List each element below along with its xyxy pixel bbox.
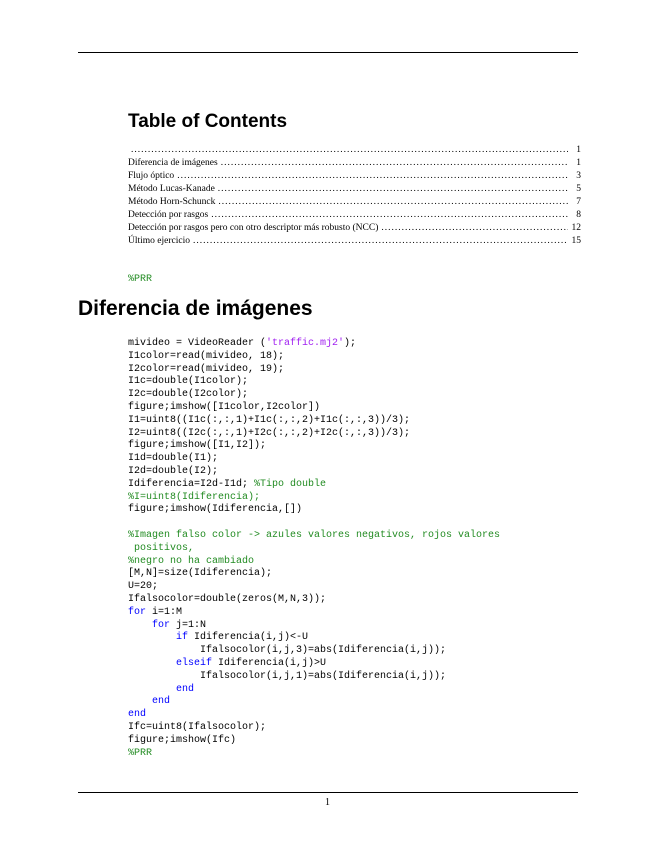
code-text: figure;imshow(Ifc)	[128, 734, 237, 746]
code-text: I1d=double(I1);	[128, 453, 219, 465]
code-line	[128, 645, 500, 658]
toc-leader	[211, 209, 568, 222]
code-comment: %negro no ha cambiado	[128, 555, 255, 567]
code-text	[128, 684, 176, 695]
toc-entry[interactable]	[128, 235, 581, 248]
code-text: I1c=double(I1color);	[128, 376, 249, 388]
toc-entry[interactable]	[128, 170, 581, 183]
code-keyword: end	[152, 696, 171, 708]
code-text: mivideo = VideoReader (	[128, 338, 267, 349]
code-line	[128, 466, 500, 479]
code-string: 'traffic.mj2'	[266, 338, 345, 349]
toc-leader	[218, 196, 568, 209]
code-line	[128, 620, 500, 633]
toc-entry-page: 7	[576, 197, 581, 207]
code-line	[128, 428, 500, 441]
code-comment: %Imagen falso color -> azules valores negativos, rojos valores	[128, 529, 501, 541]
code-text: Idiferencia(i,j)>U	[212, 657, 327, 669]
code-line	[128, 530, 500, 543]
code-keyword: if	[176, 632, 189, 644]
code-line	[128, 376, 500, 389]
code-text: figure;imshow([I1color,I2color])	[128, 401, 321, 413]
code-line	[128, 351, 500, 364]
toc-entry-label: Diferencia de imágenes	[128, 158, 218, 168]
toc-entry[interactable]	[128, 209, 581, 222]
code-text: figure;imshow([I1,I2]);	[128, 440, 267, 452]
code-comment: %I=uint8(Idiferencia);	[128, 491, 261, 503]
toc-entry-page: 1	[576, 145, 581, 155]
code-line	[128, 684, 500, 697]
code-line	[128, 389, 500, 402]
code-text: );	[344, 338, 357, 349]
code-line	[128, 568, 500, 581]
code-line	[128, 492, 500, 505]
toc-entry[interactable]	[128, 144, 581, 157]
code-keyword: for	[128, 606, 147, 618]
code-line	[128, 479, 500, 492]
code-text: U=20;	[128, 581, 159, 593]
toc-entry-page: 5	[576, 184, 581, 194]
table-of-contents	[128, 144, 581, 248]
code-keyword: elseif	[176, 657, 213, 669]
toc-entry-page: 1	[576, 158, 581, 168]
intro-comment: %PRR	[128, 274, 153, 285]
toc-entry[interactable]	[128, 157, 581, 170]
code-text	[128, 696, 152, 707]
code-line	[128, 709, 500, 722]
code-text: Ifc=uint8(Ifalsocolor);	[128, 721, 267, 733]
code-text: [M,N]=size(Idiferencia);	[128, 568, 273, 580]
code-text: I1color=read(mivideo, 18);	[128, 350, 285, 362]
code-line	[128, 402, 500, 415]
toc-leader	[177, 170, 568, 183]
code-keyword: end	[176, 683, 195, 695]
code-line	[128, 594, 500, 607]
toc-title: Table of Contents	[128, 111, 288, 132]
toc-entry-label: Último ejercicio	[128, 236, 190, 246]
code-line	[128, 453, 500, 466]
code-line	[128, 632, 500, 645]
code-text: Idiferencia(i,j)<-U	[188, 632, 309, 644]
code-line	[128, 696, 500, 709]
code-line	[128, 440, 500, 453]
toc-leader	[381, 222, 568, 235]
toc-entry[interactable]	[128, 222, 581, 235]
toc-entry-page: 12	[571, 223, 581, 233]
code-text: I2color=read(mivideo, 19);	[128, 363, 285, 375]
toc-entry[interactable]	[128, 183, 581, 196]
toc-entry-page: 15	[571, 236, 581, 246]
toc-entry[interactable]	[128, 196, 581, 209]
code-line	[128, 735, 500, 748]
code-text: I1=uint8((I1c(:,:,1)+I1c(:,:,2)+I1c(:,:,3))/3);	[128, 414, 411, 426]
code-text	[128, 620, 152, 631]
page-number: 1	[325, 797, 330, 808]
code-text: I2d=double(I2);	[128, 465, 219, 477]
code-text: Ifalsocolor(i,j,1)=abs(Idiferencia(i,j));	[128, 670, 447, 682]
toc-entry-page: 8	[576, 210, 581, 220]
toc-leader	[221, 157, 568, 170]
code-text: i=1:M	[146, 606, 183, 618]
code-line	[128, 748, 500, 761]
code-line	[128, 581, 500, 594]
toc-entry-label: Flujo óptico	[128, 171, 175, 181]
toc-entry-label: Detección por rasgos	[128, 210, 209, 220]
code-line	[128, 364, 500, 377]
code-block	[128, 338, 500, 760]
code-text: Idiferencia=I2d-I1d;	[128, 478, 255, 490]
toc-leader	[131, 144, 568, 157]
code-line	[128, 504, 500, 517]
code-text: Ifalsocolor(i,j,3)=abs(Idiferencia(i,j));	[128, 645, 447, 657]
code-text: I2c=double(I2color);	[128, 389, 249, 401]
code-text: figure;imshow(Idiferencia,[])	[128, 504, 303, 516]
toc-leader	[193, 235, 568, 248]
toc-entry-label: Método Horn-Schunck	[128, 197, 216, 207]
toc-entry-label: Detección por rasgos pero con otro descriptor más robusto (NCC)	[128, 223, 379, 233]
toc-entry-page: 3	[576, 171, 581, 181]
toc-entry-label: Método Lucas-Kanade	[128, 184, 215, 194]
header-rule	[78, 52, 578, 53]
code-line	[128, 722, 500, 735]
code-line	[128, 671, 500, 684]
code-line	[128, 415, 500, 428]
code-comment: %PRR	[128, 747, 153, 759]
code-comment: %Tipo double	[254, 478, 327, 490]
toc-leader	[218, 183, 568, 196]
code-line	[128, 543, 500, 556]
footer-rule	[78, 792, 578, 793]
code-line	[128, 517, 500, 530]
code-line	[128, 556, 500, 569]
code-line	[128, 658, 500, 671]
code-text	[128, 658, 176, 669]
code-keyword: for	[152, 619, 171, 631]
code-text: Ifalsocolor=double(zeros(M,N,3));	[128, 593, 327, 605]
code-text: I2=uint8((I2c(:,:,1)+I2c(:,:,2)+I2c(:,:,3))/3);	[128, 427, 411, 439]
code-text	[128, 632, 176, 643]
code-comment: positivos,	[128, 542, 195, 554]
code-keyword: end	[128, 709, 147, 721]
code-line	[128, 338, 500, 351]
code-line	[128, 607, 500, 620]
code-text: j=1:N	[170, 619, 207, 631]
section-title: Diferencia de imágenes	[78, 297, 313, 320]
